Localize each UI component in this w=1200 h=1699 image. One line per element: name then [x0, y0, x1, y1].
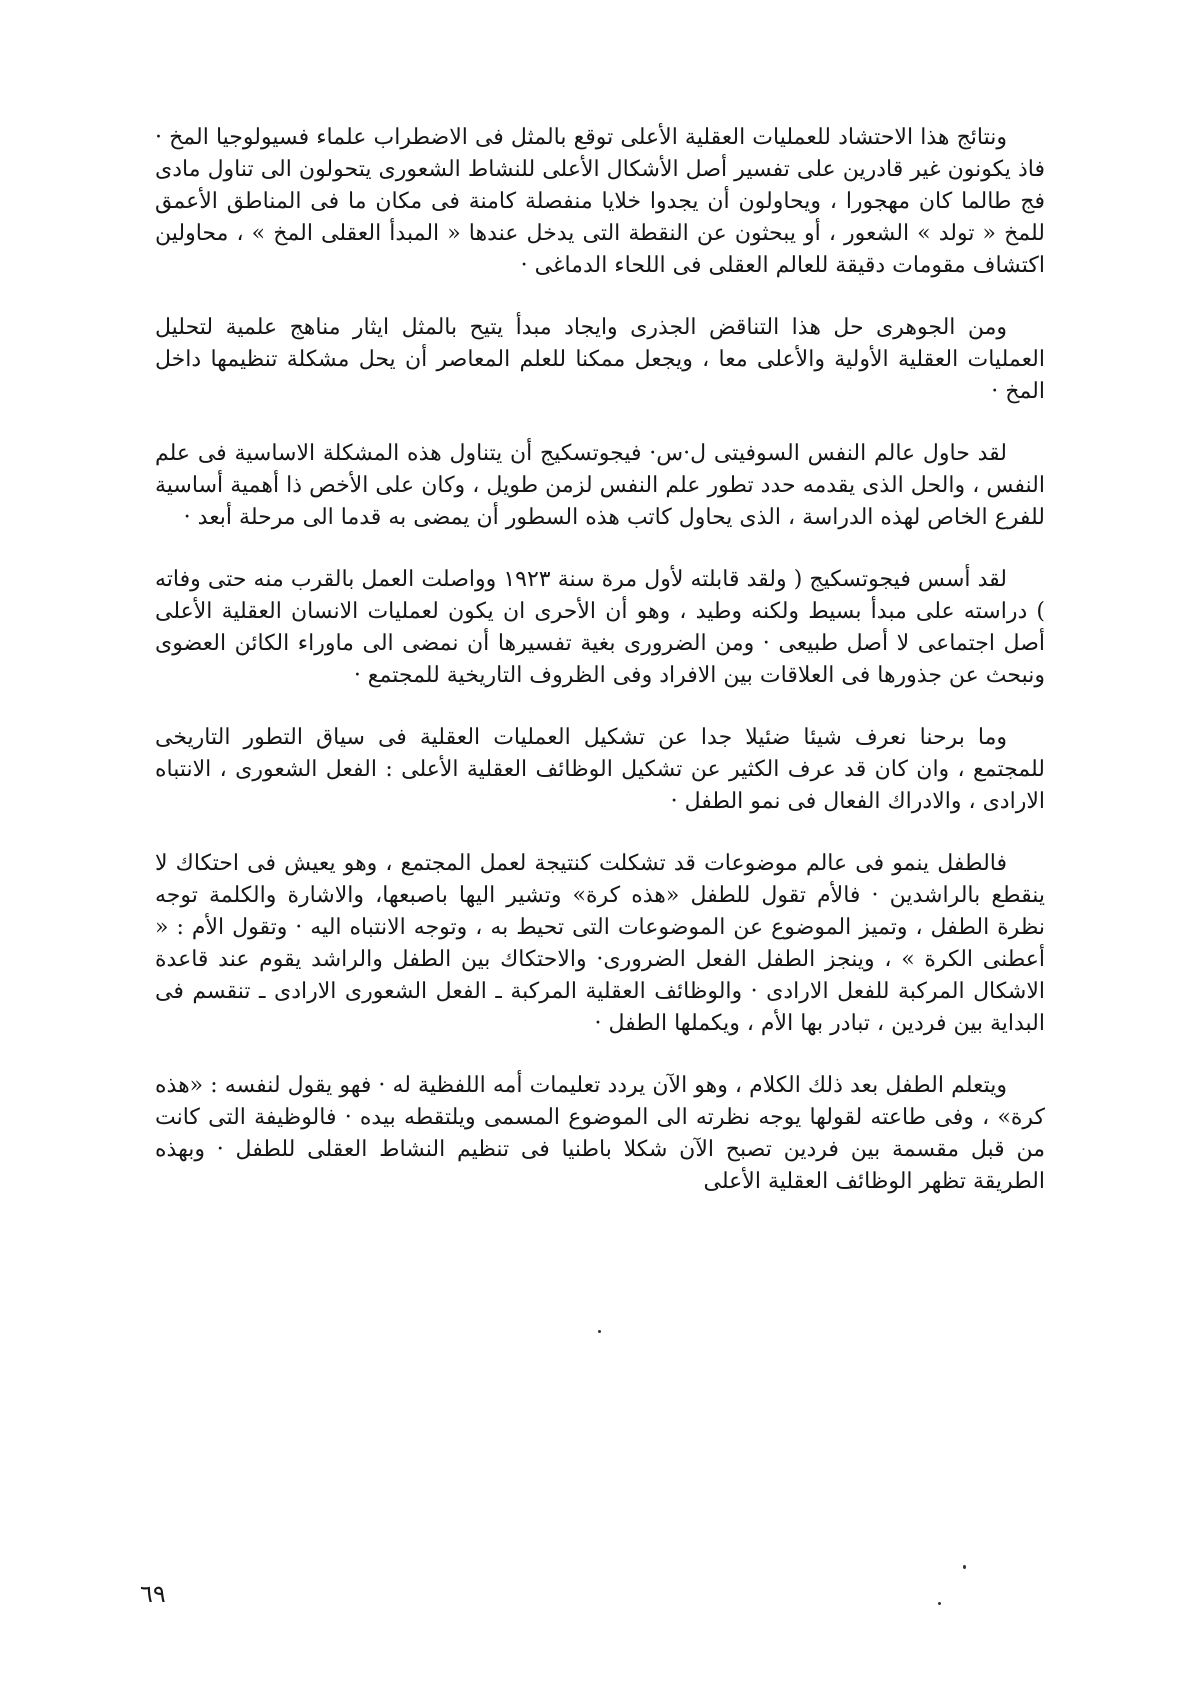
- paragraph-7: ويتعلم الطفل بعد ذلك الكلام ، وهو الآن يردد تعليمات أمه اللفظية له · فهو يقول لنفسه : «هذه كرة» ، وفى طاعته لقولها يوجه نظرته الى الموضوع المسمى ويلتقطه بيده · فالوظيفة التى كانت من قبل مقسمة بين فردين تصبح الآن شكلا باطنيا فى تنظيم النشاط العقلى للطفل · وبهذه الطريقة تظهر الوظائف العقلية الأعلى: [155, 1073, 1045, 1194]
- paragraph-4: لقد أسس فيجوتسكيج ( ولقد قابلته لأول مرة سنة ١٩٢٣ وواصلت العمل بالقرب منه حتى وفاته ) دراسته على مبدأ بسيط ولكنه وطيد ، وهو أن الأحرى ان يكون لعمليات الانسان العقلية الأعلى أصل اجتماعى لا أصل طبيعى · ومن الضرورى بغية تفسيرها أن نمضى الى ماوراء الكائن العضوى ونبحث عن جذورها فى العلاقات بين الافراد وفى الظروف التاريخية للمجتمع ·: [155, 567, 1045, 688]
- body-text: [155, 122, 1045, 1228]
- scan-speck: [598, 1330, 601, 1333]
- paragraph-6: فالطفل ينمو فى عالم موضوعات قد تشكلت كنتيجة لعمل المجتمع ، وهو يعيش فى احتكاك لا ينقطع بالراشدين · فالأم تقول للطفل «هذه كرة» وتشير اليها باصبعها، والاشارة والكلمة توجه نظرة الطفل ، وتميز الموضوع عن الموضوعات التى تحيط به ، وتوجه الانتباه اليه · وتقول الأم : « أعطنى الكرة » ، وينجز الطفل الفعل الضرورى· والاحتكاك بين الطفل والراشد يقوم عند قاعدة الاشكال المركبة للفعل الارادى · والوظائف العقلية المركبة ـ الفعل الشعورى الارادى ـ تنقسم فى البداية بين فردين ، تبادر بها الأم ، ويكملها الطفل ·: [155, 851, 1045, 1036]
- paragraph-3: لقد حاول عالم النفس السوفيتى ل·س· فيجوتسكيج أن يتناول هذه المشكلة الاساسية فى علم النفس ، والحل الذى يقدمه حدد تطور علم النفس لزمن طويل ، وكان على الأخص ذا أهمية أساسية للفرع الخاص لهذه الدراسة ، الذى يحاول كاتب هذه السطور أن يمضى به قدما الى مرحلة أبعد ·: [155, 441, 1045, 530]
- page-number: ٦٩: [140, 1580, 166, 1608]
- paragraph-1: ونتائج هذا الاحتشاد للعمليات العقلية الأعلى توقع بالمثل فى الاضطراب علماء فسيولوجيا المخ · فاذ يكونون غير قادرين على تفسير أصل الأشكال الأعلى للنشاط الشعورى يتحولون الى تناول مادى فج طالما كان مهجورا ، ويحاولون أن يجدوا خلايا منفصلة كامنة فى مكان ما فى المناطق الأعمق للمخ « تولد » الشعور ، أو يبحثون عن النقطة التى يدخل عندها « المبدأ العقلى المخ » ، محاولين اكتشاف مقومات دقيقة للعالم العقلى فى اللحاء الدماغى ·: [155, 125, 1045, 278]
- scan-speck: [938, 1602, 941, 1605]
- scan-speck: [963, 1565, 966, 1569]
- paragraph-5: وما برحنا نعرف شيئا ضئيلا جدا عن تشكيل العمليات العقلية فى سياق التطور التاريخى للمجتمع ، وان كان قد عرف الكثير عن تشكيل الوظائف العقلية الأعلى : الفعل الشعورى ، الانتباه الارادى ، والادراك الفعال فى نمو الطفل ·: [155, 725, 1045, 814]
- paragraph-2: ومن الجوهرى حل هذا التناقض الجذرى وايجاد مبدأ يتيح بالمثل ايثار مناهج علمية لتحليل العمليات العقلية الأولية والأعلى معا ، ويجعل ممكنا للعلم المعاصر أن يحل مشكلة تنظيمها داخل المخ ·: [155, 315, 1045, 404]
